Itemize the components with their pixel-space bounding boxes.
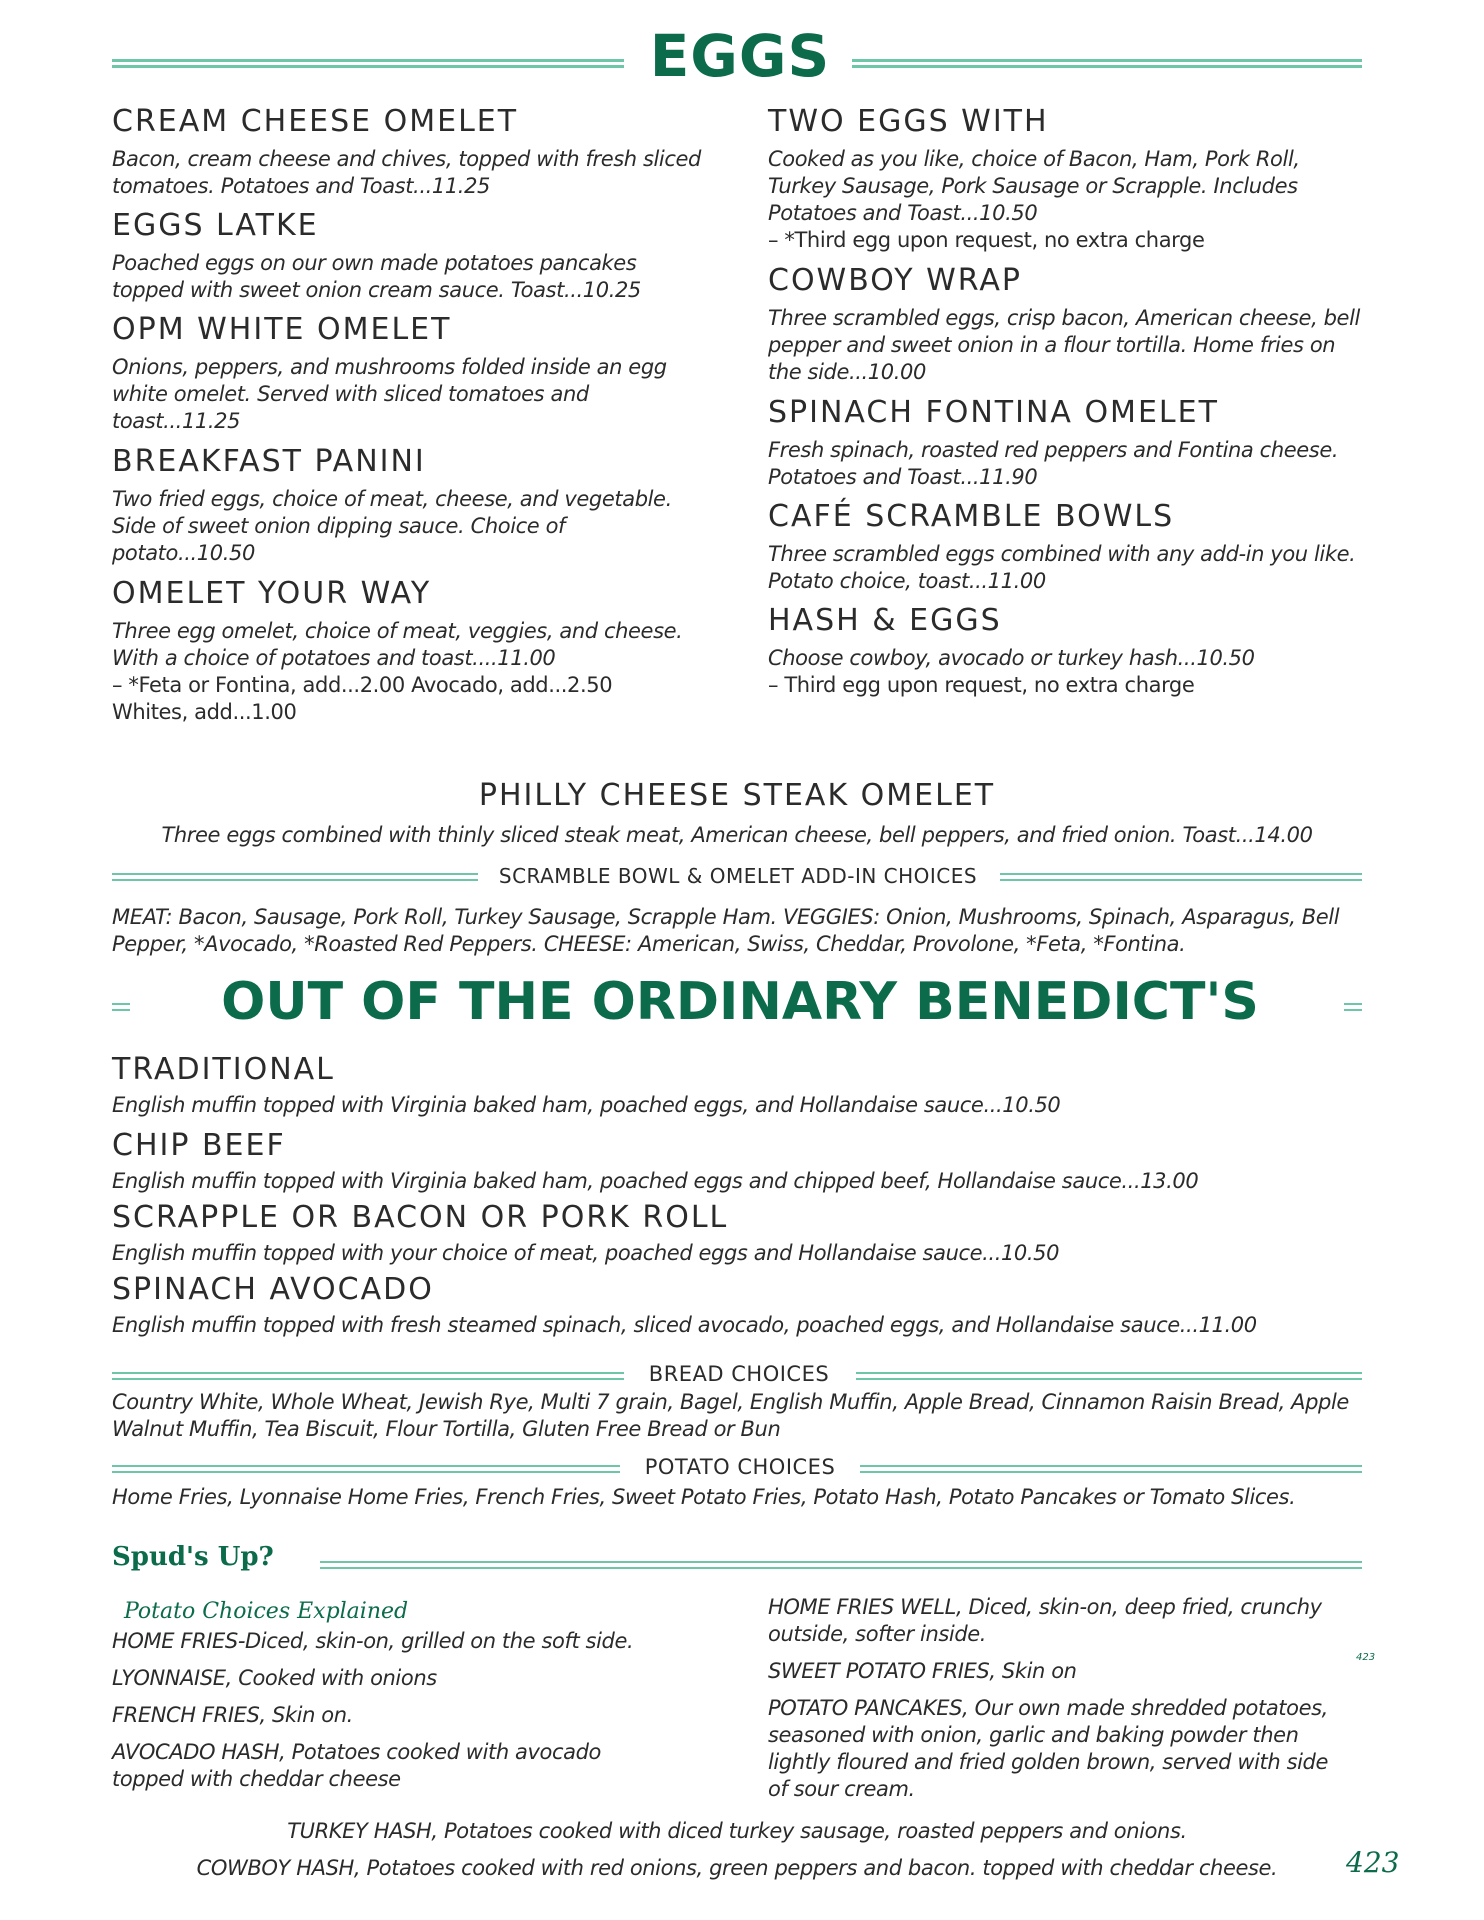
divider-line [112,59,624,68]
divider-line [112,1372,624,1380]
menu-item-desc: Three scrambled eggs, crisp bacon, American cheese, bell pepper and sweet onion in a flour tortilla. Home fries on the side...10.00 [768,306,1360,384]
addin-label: SCRAMBLE BOWL & OMELET ADD-IN CHOICES [498,864,978,888]
menu-item-note: – *Third egg upon request, no extra charge [768,228,1205,252]
menu-item-desc: Fresh spinach, roasted red peppers and Fontina cheese. Potatoes and Toast...11.90 [768,438,1339,489]
menu-item-desc: English muffin topped with Virginia baked ham, poached eggs, and Hollandaise sauce...10.50 [112,1093,1061,1117]
page-number-small: 423 [1356,1652,1376,1663]
divider-line [112,1003,130,1011]
menu-item-title: OMELET YOUR WAY [112,576,432,611]
menu-item-desc: Three scrambled eggs combined with any add-in you like. Potato choice, toast...11.00 [768,542,1356,593]
eggs-left-column [112,104,702,726]
menu-item-title: CAFÉ SCRAMBLE BOWLS [768,499,1175,534]
section-title-eggs: EGGS [649,22,831,90]
menu-item-note: – *Feta or Fontina, add...2.00 Avocado, add...2.50 Whites, add...1.00 [112,673,613,724]
menu-item-desc: Cooked as you like, choice of Bacon, Ham, Pork Roll, Turkey Sausage, Pork Sausage or Scrapple. Includes Potatoes and Toast...10.50 [768,147,1300,225]
potato-label: POTATO CHOICES [644,1455,836,1479]
menu-item-title: TRADITIONAL [112,1052,335,1087]
potato-explanation: POTATO PANCAKES, Our own made shredded potatoes, seasoned with onion, garlic and baking powder then lightly floured and fried golden brown, served with side of sour cream. [768,1696,1328,1801]
potato-explanation: COWBOY HASH, Potatoes cooked with red onions, green peppers and bacon. topped with cheddar cheese. [196,1856,1278,1880]
menu-item-desc: English muffin topped with fresh steamed spinach, sliced avocado, poached eggs, and Hollandaise sauce...11.00 [112,1313,1257,1337]
menu-item-title: SPINACH FONTINA OMELET [768,395,1219,430]
menu-item-desc: Bacon, cream cheese and chives, topped with fresh sliced tomatoes. Potatoes and Toast...11.25 [112,147,701,198]
menu-item-note: – Third egg upon request, no extra charge [768,673,1195,697]
divider-line [112,873,478,881]
bread-text: Country White, Whole Wheat, Jewish Rye, Multi 7 grain, Bagel, English Muffin, Apple Bread, Cinnamon Raisin Bread, Apple Walnut Muffin, Tea Biscuit, Flour Tortilla, Gluten Free Bread or Bun [112,1390,1349,1441]
menu-item-title: EGGS LATKE [112,208,319,243]
potato-explanation: HOME FRIES WELL, Diced, skin-on, deep fried, crunchy outside, softer inside. [768,1595,1322,1646]
potato-explanation: SWEET POTATO FRIES, Skin on [768,1659,1077,1683]
divider-line [320,1561,1362,1569]
potato-text: Home Fries, Lyonnaise Home Fries, French Fries, Sweet Potato Fries, Potato Hash, Potato Pancakes or Tomato Slices. [112,1485,1296,1509]
divider-line [1000,873,1362,881]
menu-item-title: OPM WHITE OMELET [112,312,452,347]
menu-item-desc: Choose cowboy, avocado or turkey hash...10.50 [768,646,1255,670]
menu-item-desc: Onions, peppers, and mushrooms folded inside an egg white omelet. Served with sliced tomatoes and toast...11.25 [112,355,667,433]
menu-item-title: HASH & EGGS [768,603,1002,638]
menu-item-title: PHILLY CHEESE STEAK OMELET [478,778,996,813]
benedicts-list [112,1052,1372,1344]
spuds-subtitle: Potato Choices Explained [124,1599,409,1624]
menu-item-title: BREAKFAST PANINI [112,444,426,479]
spuds-right-column [768,1594,1358,1803]
divider-line [852,59,1362,68]
divider-line [856,1372,1362,1380]
menu-item-title: SPINACH AVOCADO [112,1272,434,1307]
menu-item-desc: Three eggs combined with thinly sliced steak meat, American cheese, bell peppers, and fried onion. Toast...14.00 [161,823,1313,847]
divider-line [860,1465,1362,1473]
menu-item-title: TWO EGGS WITH [768,104,1049,139]
spuds-title: Spud's Up? [112,1542,274,1572]
section-title-benedicts: OUT OF THE ORDINARY BENEDICT'S [221,972,1259,1032]
page-number: 423 [1346,1846,1400,1879]
menu-item-title: CHIP BEEF [112,1128,286,1163]
menu-item-desc: English muffin topped with Virginia baked ham, poached eggs and chipped beef, Hollandaise sauce...13.00 [112,1169,1199,1193]
potato-explanation: FRENCH FRIES, Skin on. [112,1703,353,1727]
divider-line [112,1465,620,1473]
menu-item-title: SCRAPPLE OR BACON OR PORK ROLL [112,1200,729,1235]
menu-item-desc: Poached eggs on our own made potatoes pancakes topped with sweet onion cream sauce. Toast...10.25 [112,251,641,302]
potato-explanation: AVOCADO HASH, Potatoes cooked with avocado topped with cheddar cheese [112,1740,601,1791]
spuds-left-column [112,1628,672,1793]
potato-explanation: HOME FRIES-Diced, skin-on, grilled on the soft side. [112,1629,634,1653]
menu-item-title: CREAM CHEESE OMELET [112,104,519,139]
divider-line [1344,1003,1362,1011]
menu-item-desc: Three egg omelet, choice of meat, veggies, and cheese. With a choice of potatoes and toast....11.00 [112,619,683,670]
potato-explanation: LYONNAISE, Cooked with onions [112,1666,437,1690]
potato-explanation: TURKEY HASH, Potatoes cooked with diced turkey sausage, roasted peppers and onions. [287,1819,1187,1843]
bread-label: BREAD CHOICES [648,1362,830,1386]
menu-item-title: COWBOY WRAP [768,263,1023,298]
eggs-right-column [768,104,1368,699]
menu-item-desc: English muffin topped with your choice of meat, poached eggs and Hollandaise sauce...10.50 [112,1241,1060,1265]
addin-text: MEAT: Bacon, Sausage, Pork Roll, Turkey Sausage, Scrapple Ham. VEGGIES: Onion, Mushrooms, Spinach, Asparagus, Bell Pepper, *Avocado, *Roasted Red Peppers. CHEESE: American, Swiss, Cheddar, Provolone, *Feta, *Fontina. [112,905,1340,956]
menu-item-desc: Two fried eggs, choice of meat, cheese, and vegetable. Side of sweet onion dipping sauce. Choice of potato...10.50 [112,487,672,565]
